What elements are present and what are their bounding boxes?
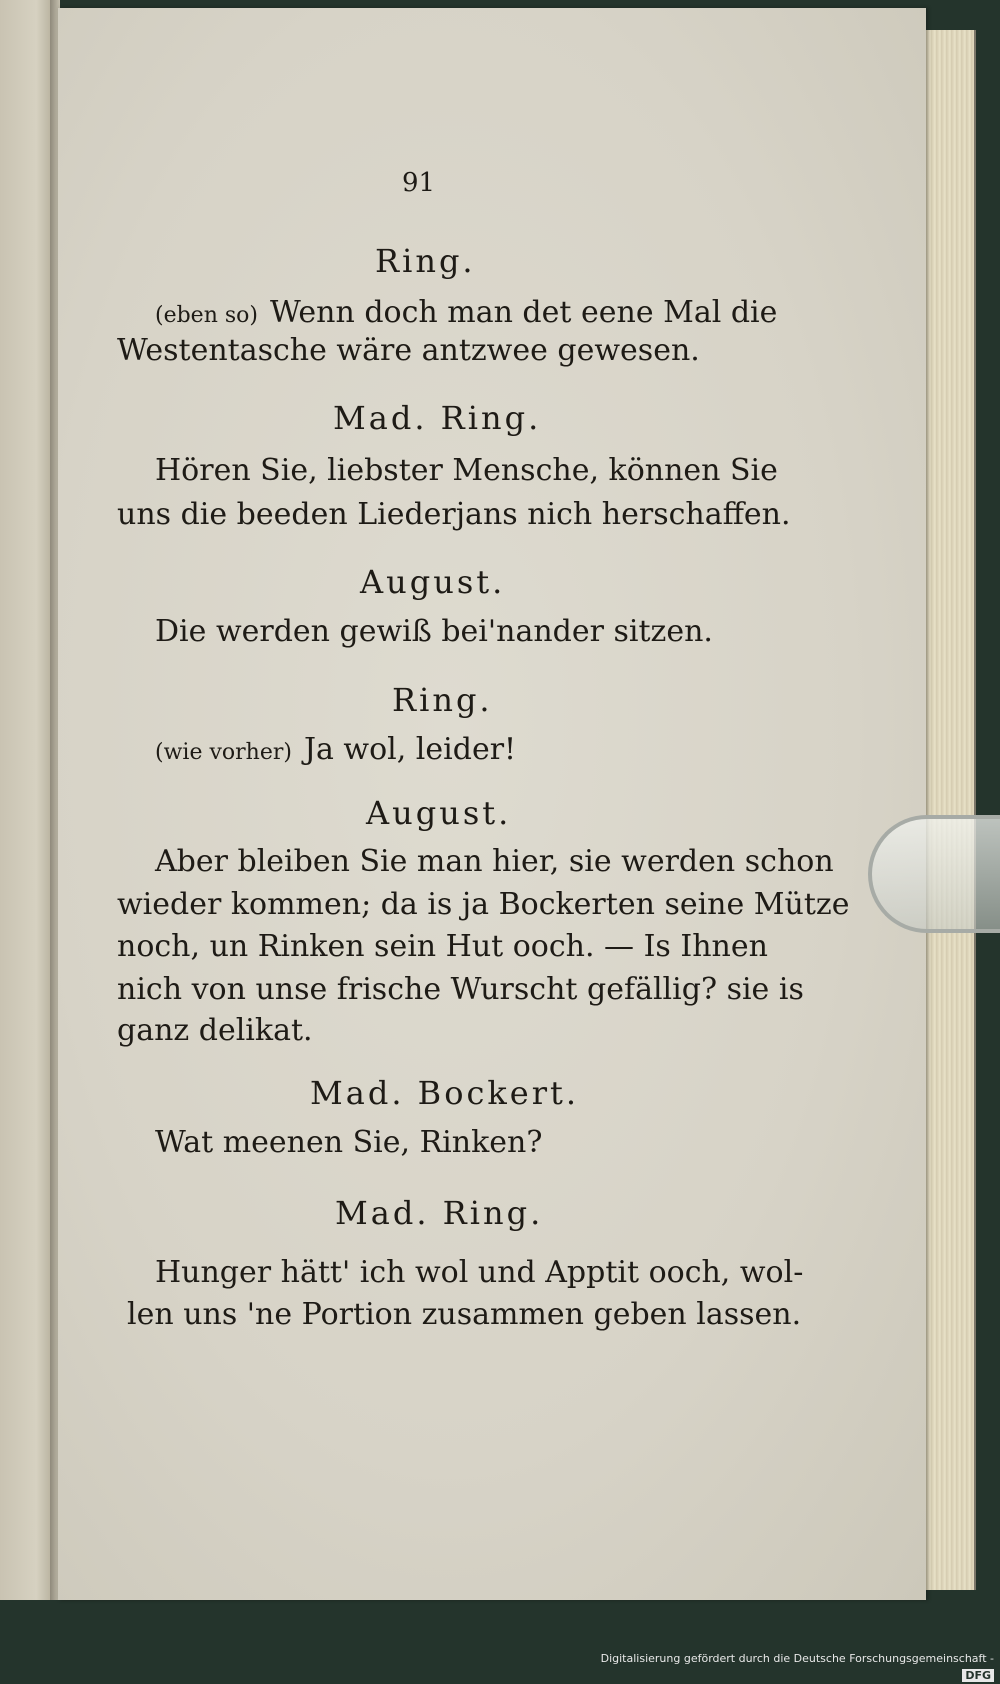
text-line: [155, 732, 517, 767]
text-line: uns die beeden Liederjans nich herschaffen.: [117, 497, 791, 532]
dialogue-text: Wenn doch man det eene Mal die: [270, 295, 778, 330]
text-line: Hunger hätt' ich wol und Apptit ooch, wol-: [155, 1255, 804, 1290]
text-line: Die werden gewiß bei'nander sitzen.: [155, 614, 713, 649]
text-line: Aber bleiben Sie man hier, sie werden schon: [155, 844, 834, 879]
speaker-ring: Ring.: [375, 242, 476, 280]
speaker-mad-ring: Mad. Ring.: [335, 1194, 544, 1232]
page-clip: [868, 815, 1000, 933]
stage-direction: (eben so): [155, 303, 258, 328]
text-line: ganz delikat.: [117, 1013, 313, 1048]
speaker-ring: Ring.: [392, 681, 493, 719]
stage-direction: (wie vorher): [155, 740, 292, 765]
text-line: Hören Sie, liebster Mensche, können Sie: [155, 453, 778, 488]
page-number: 91: [402, 168, 436, 198]
left-page-edge: [0, 0, 52, 1600]
dfg-logo: DFG: [962, 1669, 994, 1682]
speaker-mad-bockert: Mad. Bockert.: [310, 1074, 580, 1112]
text-line: nich von unse frische Wurscht gefällig? sie is: [117, 972, 804, 1007]
text-line: Wat meenen Sie, Rinken?: [155, 1125, 543, 1160]
speaker-mad-ring: Mad. Ring.: [333, 399, 542, 437]
text-line: len uns 'ne Portion zusammen geben lassen.: [127, 1297, 802, 1332]
speaker-august: August.: [360, 563, 506, 601]
speaker-august: August.: [366, 794, 512, 832]
text-line: [155, 295, 778, 330]
dialogue-text: Ja wol, leider!: [303, 732, 517, 767]
text-line: wieder kommen; da is ja Bockerten seine Mütze: [117, 887, 850, 922]
text-line: noch, un Rinken sein Hut ooch. — Is Ihnen: [117, 929, 768, 964]
funding-footer: [600, 1650, 1000, 1682]
text-line: Westentasche wäre antzwee gewesen.: [117, 333, 700, 368]
footer-text: Digitalisierung gefördert durch die Deutsche Forschungsgemeinschaft -: [600, 1652, 994, 1665]
